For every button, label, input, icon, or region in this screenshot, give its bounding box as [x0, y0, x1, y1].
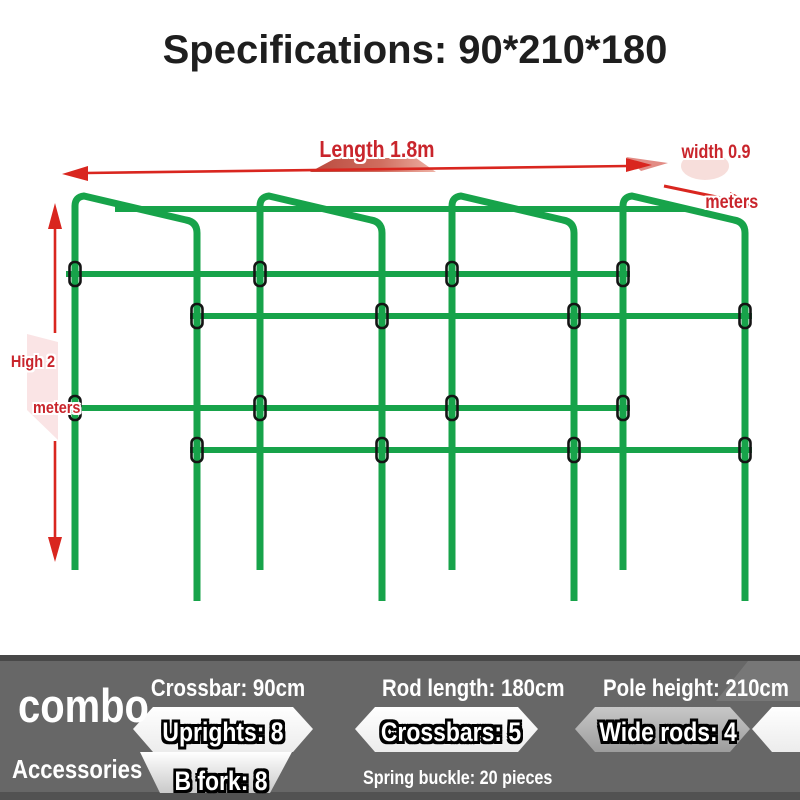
- length-dimension-label: Length 1.8m: [319, 136, 435, 162]
- accessories-label: Accessories: [12, 754, 143, 784]
- width-label-line1: width 0.9: [681, 142, 751, 163]
- trellis-frame-1: [75, 196, 197, 601]
- dimension-arrows: [27, 152, 757, 562]
- trellis-frames: [75, 196, 745, 601]
- count-crossbars: Crossbars: 5: [380, 717, 522, 747]
- trellis-frame-4: [623, 196, 745, 601]
- trellis-frame-3: [452, 196, 574, 601]
- height-dimension-label: [5, 350, 81, 419]
- combo-label: combo: [18, 679, 149, 732]
- height-arrowhead-down: [48, 537, 62, 562]
- trellis-frame-2: [260, 196, 382, 601]
- page-title: Specifications: 90*210*180: [162, 28, 668, 72]
- count-wide-rods: Wide rods: 4: [599, 717, 737, 747]
- trellis-rails: [66, 209, 752, 450]
- panel-bottom-strip: [0, 792, 800, 800]
- count-spring-buckle: Spring buckle: 20 pieces: [363, 768, 553, 789]
- panel-top-strip: [0, 655, 800, 661]
- spec-pole-height: Pole height: 210cm: [603, 675, 789, 702]
- count-uprights: Uprights: 8: [162, 717, 284, 747]
- spec-rod-length: Rod length: 180cm: [382, 675, 565, 702]
- width-label-line2: meters: [705, 192, 759, 213]
- width-dimension-label: [665, 140, 767, 215]
- length-arrowhead-left: [62, 166, 88, 181]
- spring-buckle-clips: [70, 262, 751, 462]
- spec-crossbar-length: Crossbar: 90cm: [150, 675, 306, 702]
- count-b-fork: B fork: 8: [174, 766, 268, 796]
- height-arrowhead-up: [48, 203, 62, 229]
- height-label-line1: High 2: [10, 352, 56, 371]
- height-label-line2: meters: [33, 398, 81, 417]
